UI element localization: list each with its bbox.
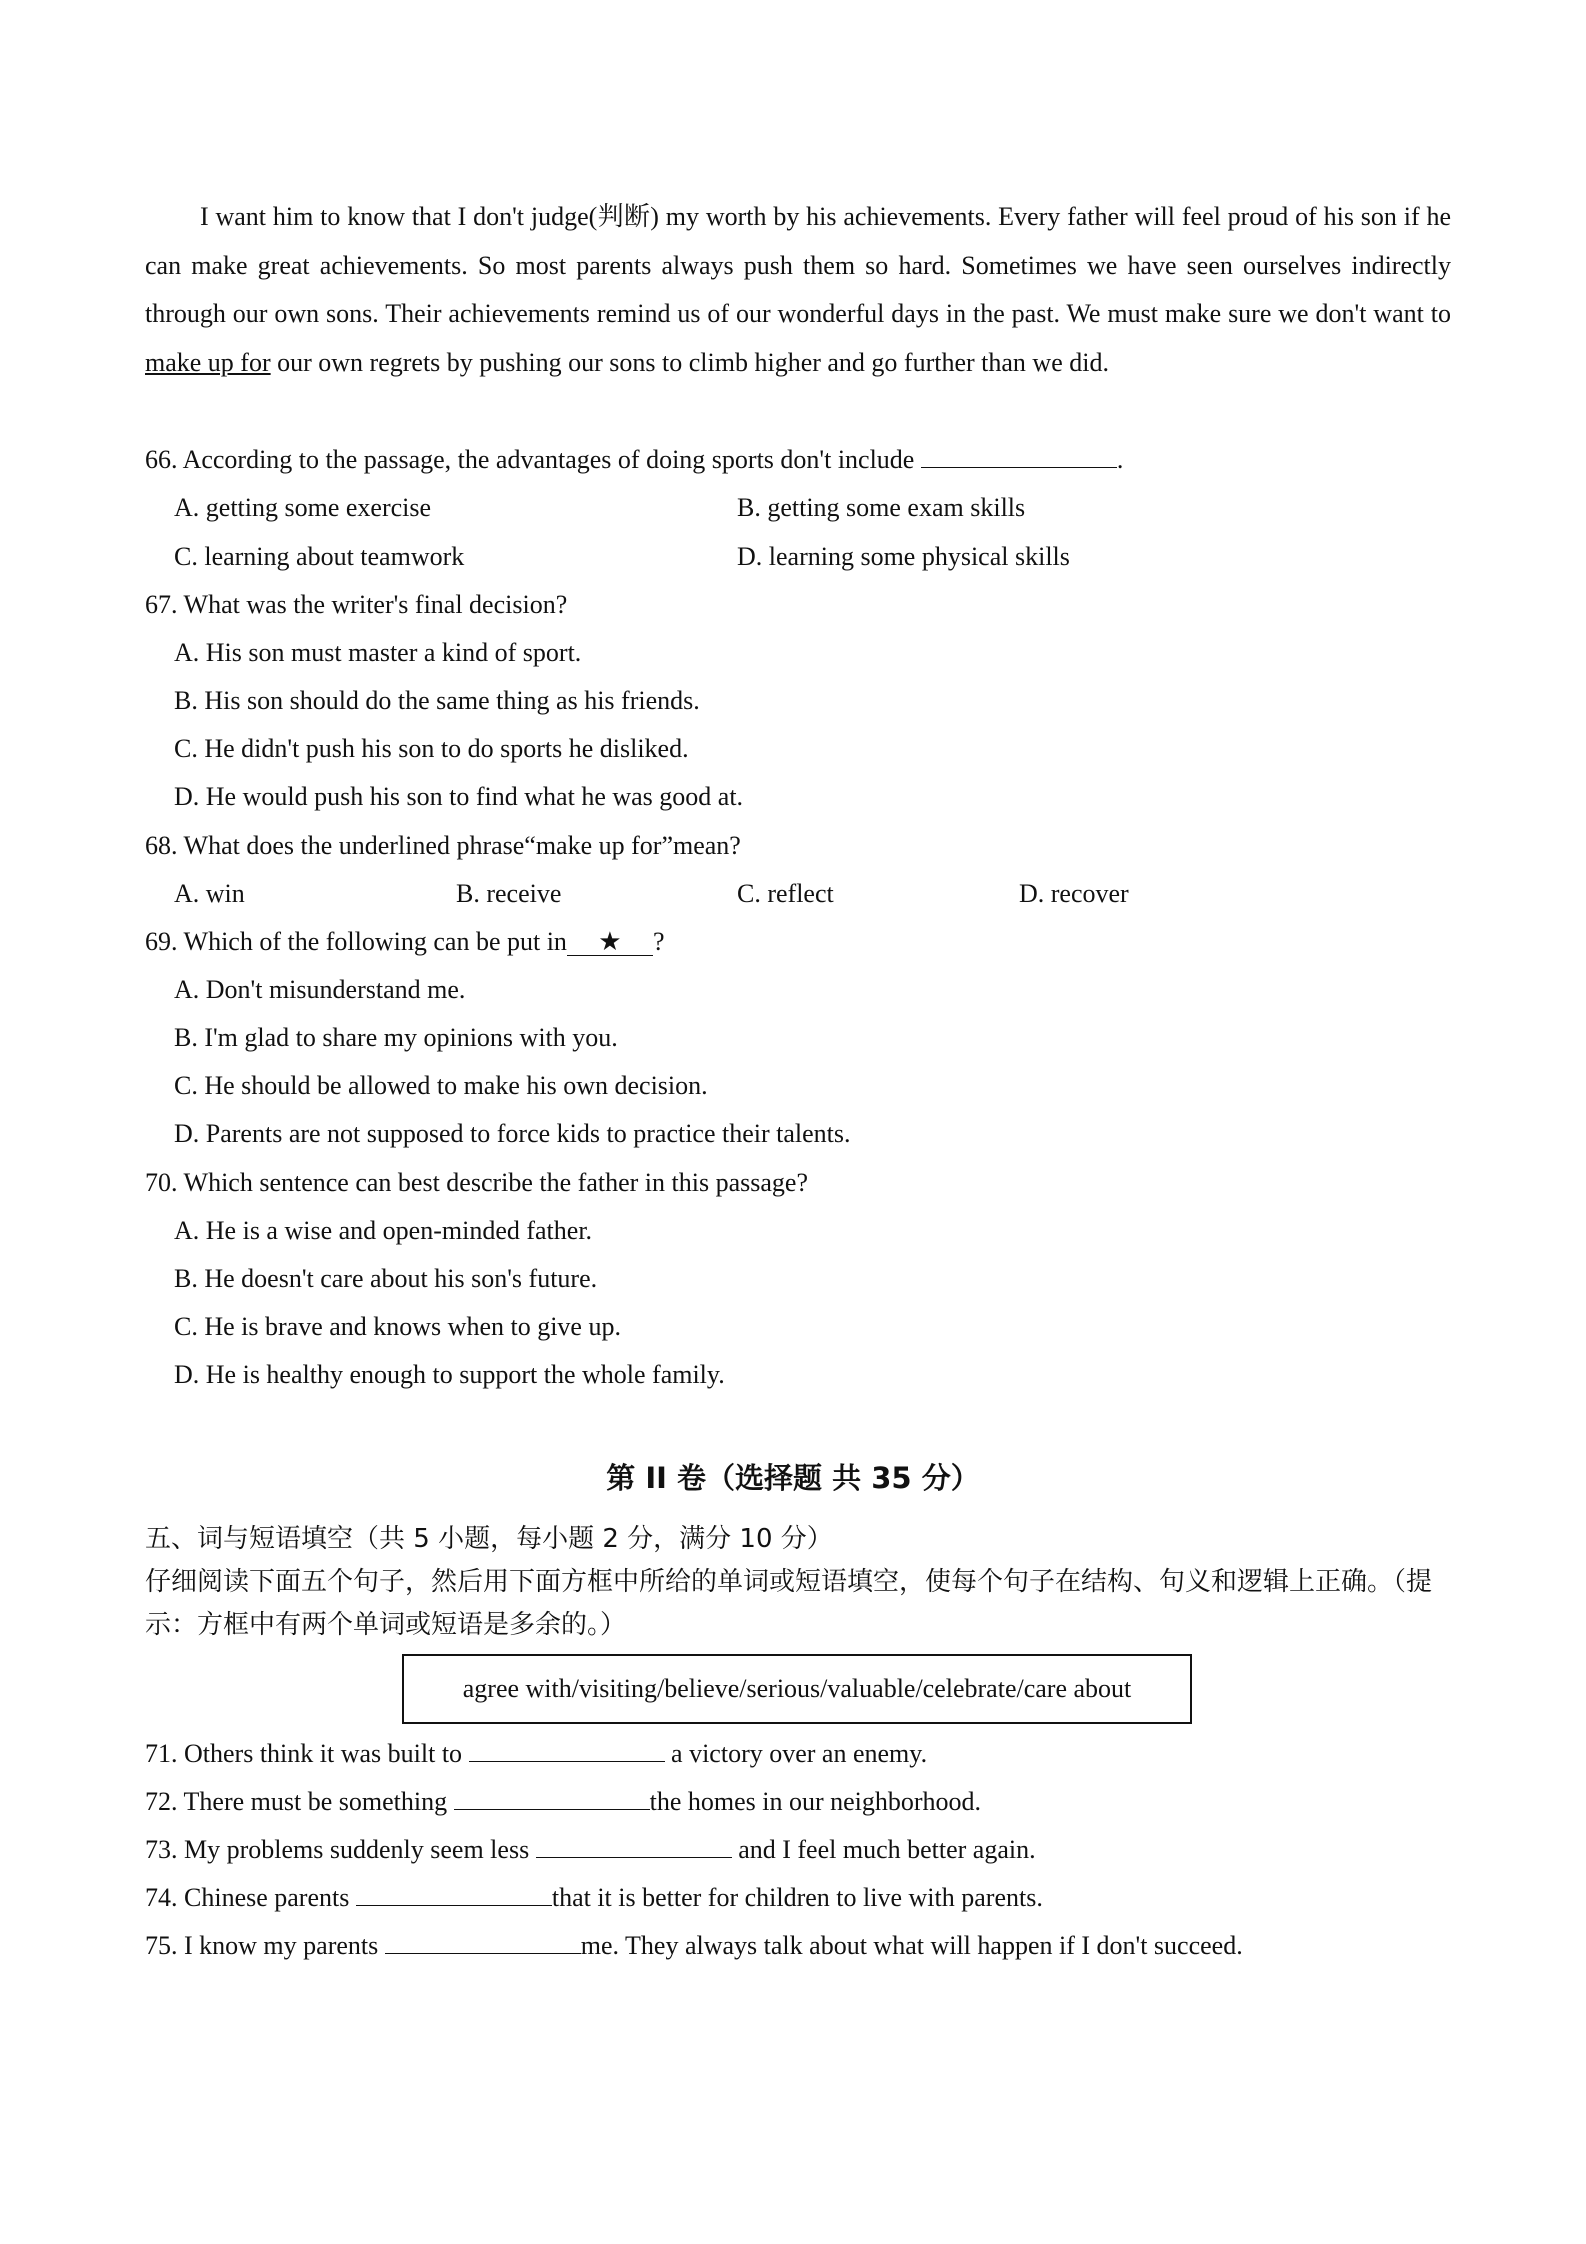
section-heading: 五、词与短语填空（共 5 小题，每小题 2 分，满分 10 分）	[145, 1524, 833, 1554]
glossed-word: judge(判断)	[530, 202, 659, 231]
question-punct: .	[1116, 445, 1124, 474]
word-box-text: agree with/visiting/believe/serious/valuable/celebrate/care about	[462, 1674, 1132, 1703]
paragraph-body: my worth by his achievements. Every father will feel proud of his son if he can make great achievements. So most parents always push them so hard. Sometimes we have seen ourselves indirectly through our own sons. Their achievements remind us of our wonderful days in the past. We must make sure we don't want to	[145, 202, 1451, 328]
word-box	[402, 1654, 1192, 1724]
question-66-option-a: A. getting some exercise	[174, 493, 432, 522]
paragraph-lead: I want him to know that I don't	[200, 202, 531, 231]
reading-paragraph	[145, 193, 1451, 387]
question-67-option-c: C. He didn't push his son to do sports he disliked.	[174, 734, 689, 763]
question-text: 72. There must be something	[145, 1787, 454, 1816]
fill-blank[interactable]	[469, 1739, 665, 1762]
question-67-option-d: D. He would push his son to find what he was good at.	[174, 782, 744, 811]
question-70-option-c: C. He is brave and knows when to give up.	[174, 1312, 621, 1341]
question-75	[145, 1929, 1243, 1963]
question-text-after: the homes in our neighborhood.	[649, 1787, 982, 1816]
question-66-stem	[145, 443, 1123, 477]
question-72	[145, 1785, 981, 1819]
question-70-option-a: A. He is a wise and open-minded father.	[174, 1216, 593, 1245]
question-text: 74. Chinese parents	[145, 1883, 356, 1912]
question-68-option-d: D. recover	[1019, 879, 1129, 908]
question-73	[145, 1833, 1036, 1867]
question-69-option-d: D. Parents are not supposed to force kids to practice their talents.	[174, 1119, 851, 1148]
question-punct: ?	[652, 927, 665, 956]
question-text-after: me. They always talk about what will happen if I don't succeed.	[580, 1931, 1243, 1960]
answer-blank	[921, 445, 1117, 468]
question-66-option-c: C. learning about teamwork	[174, 542, 465, 571]
fill-blank[interactable]	[536, 1835, 732, 1858]
question-text: 71. Others think it was built to	[145, 1739, 469, 1768]
question-66-option-d: D. learning some physical skills	[737, 542, 1070, 571]
question-68-option-b: B. receive	[456, 879, 562, 908]
question-text: 69. Which of the following can be put in	[145, 927, 567, 956]
question-68-option-a: A. win	[174, 879, 245, 908]
star-blank	[567, 929, 653, 956]
question-68-stem: 68. What does the underlined phrase“make up for”mean?	[145, 831, 741, 860]
question-66-option-b: B. getting some exam skills	[737, 493, 1026, 522]
question-69-option-a: A. Don't misunderstand me.	[174, 975, 466, 1004]
question-text: 75. I know my parents	[145, 1931, 385, 1960]
question-67-option-a: A. His son must master a kind of sport.	[174, 638, 582, 667]
question-69-stem	[145, 925, 664, 959]
question-70-option-d: D. He is healthy enough to support the whole family.	[174, 1360, 725, 1389]
question-69-option-b: B. I'm glad to share my opinions with you.	[174, 1023, 618, 1052]
question-70-option-b: B. He doesn't care about his son's future.	[174, 1264, 598, 1293]
question-74	[145, 1881, 1043, 1915]
question-67-stem: 67. What was the writer's final decision?	[145, 590, 568, 619]
question-67-option-b: B. His son should do the same thing as his friends.	[174, 686, 700, 715]
question-text-after: and I feel much better again.	[731, 1835, 1036, 1864]
question-71	[145, 1737, 927, 1771]
question-69-option-c: C. He should be allowed to make his own decision.	[174, 1071, 708, 1100]
fill-blank[interactable]	[385, 1931, 581, 1954]
question-text-after: that it is better for children to live with parents.	[551, 1883, 1043, 1912]
question-text: 73. My problems suddenly seem less	[145, 1835, 536, 1864]
section-instructions: 仔细阅读下面五个句子，然后用下面方框中所给的单词或短语填空，使每个句子在结构、句义和逻辑上正确。（提示：方框中有两个单词或短语是多余的。）	[145, 1567, 1433, 1640]
underlined-phrase: make up for	[145, 347, 271, 377]
section-title: 第 II 卷（选择题 共 35 分）	[606, 1461, 980, 1495]
question-68-option-c: C. reflect	[737, 879, 834, 908]
fill-blank[interactable]	[454, 1787, 650, 1810]
star-icon: ★	[598, 927, 622, 956]
paragraph-tail: our own regrets by pushing our sons to climb higher and go further than we did.	[270, 347, 1109, 377]
question-text-after: a victory over an enemy.	[664, 1739, 928, 1768]
fill-blank[interactable]	[356, 1883, 552, 1906]
question-text: 66. According to the passage, the advantages of doing sports don't include	[145, 445, 921, 474]
question-70-stem: 70. Which sentence can best describe the father in this passage?	[145, 1168, 808, 1197]
